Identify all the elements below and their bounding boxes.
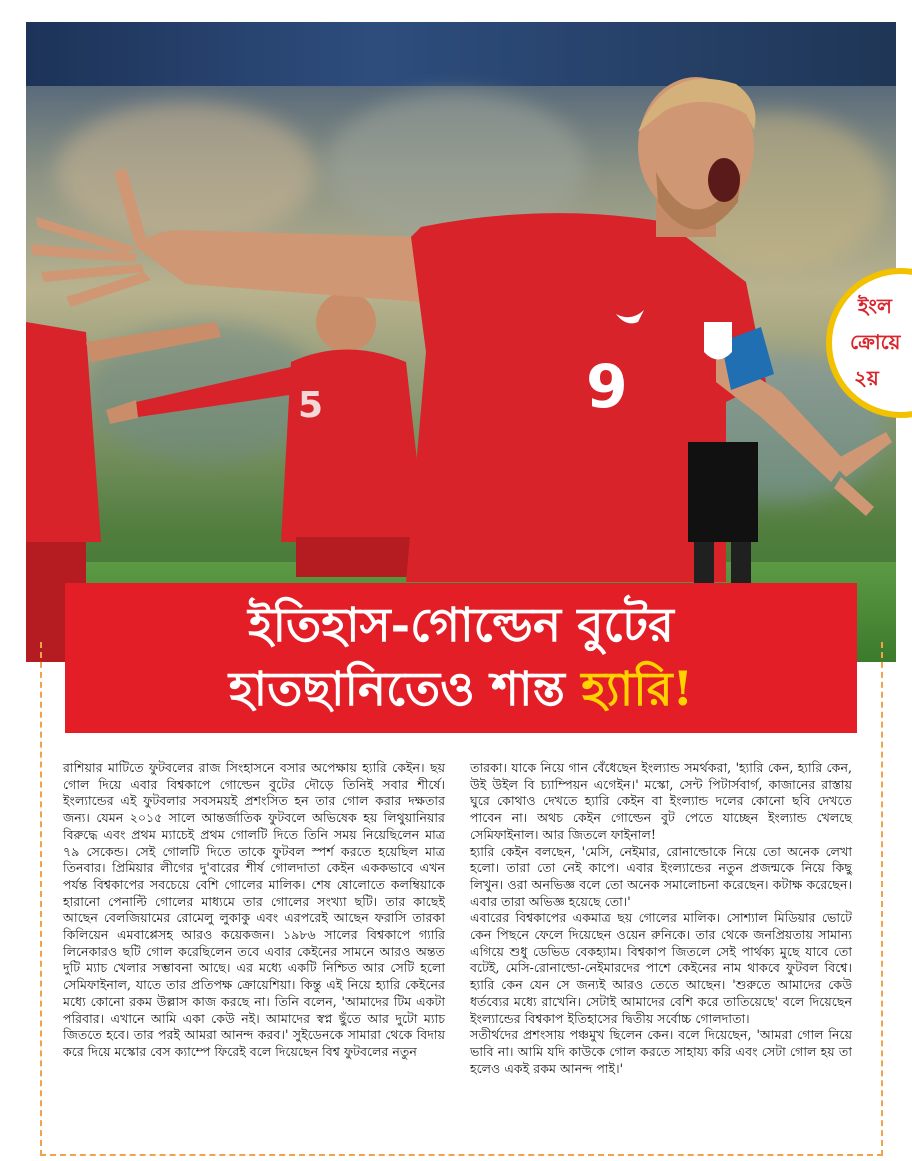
headline-line-2: [229, 658, 693, 722]
headline-accent-name: হ্যারি!: [581, 662, 694, 717]
article-paragraph: হ্যারি কেইন বলছেন, 'মেসি, নেইমার, রোনাল্ডোকে নিয়ে তো অনেক লেখা হলো। তারা তো নেই কাপে। এবার ইংল্যান্ডের নতুন প্রজন্মকে নিয়ে কিছু লিখুন। ওরা অনভিজ্ঞ বলে তো অনেক সমালোচনা করেছেন। কটাক্ষ করেছেন। এবার তারা অভিজ্ঞ হয়েছে তো।': [470, 843, 852, 909]
main-player-figure: [31, 77, 892, 582]
article-paragraph: সতীর্থদের প্রশংসায় পঞ্চমুখ ছিলেন কেন। বলে দিয়েছেন, 'আমরা গোল নিয়ে ভাবি না। আমি যদি কাউকে গোল করতে সাহায্য করি এবং সেটা গোল হয় তা হলেও একই রকম আনন্দ পাই।': [470, 1027, 852, 1076]
jersey-number: 9: [586, 352, 628, 422]
teaser-line: ক্রোয়ে: [850, 330, 901, 354]
article-paragraph: এবারের বিশ্বকাপের একমাত্র ছয় গোলের মালিক। সোশ্যাল মিডিয়ার ভোটে কেন পিছনে ফেলে দিয়েছেন ওয়েন রুনিকে। তার থেকে জনপ্রিয়তায় সামান্য এগিয়ে শুধু ডেভিড বেকহ্যাম। বিশ্বকাপ জিতলে সেই পার্থক্য মুছে যাবে তো বটেই, মেসি-রোনাল্ডো-নেইমারদের পাশে কেইনের নাম থাকবে ফুটবল বিশ্বে। হ্যারি কেন যেন সে জন্যই আরও তেতে আছেন। 'শুরুতে আমাদের কেউ ধর্তব্যের মধ্যে রাখেনি। সেটাই আমাদের বেশি করে তাতিয়েছে' বলে দিয়েছেন ইংল্যান্ডের বিশ্বকাপ ইতিহাসের দ্বিতীয় সর্বোচ্চ গোলদাতা।: [470, 910, 852, 1026]
hero-photo: [26, 22, 896, 662]
teaser-line: ইংল: [858, 294, 892, 318]
article-column-left: [63, 760, 445, 1061]
article-paragraph: রাশিয়ার মাটিতে ফুটবলের রাজ সিংহাসনে বসার অপেক্ষায় হ্যারি কেইন। ছয় গোল দিয়ে এবার বিশ্বকাপে গোল্ডেন বুটের দৌড়ে তিনিই সবার শীর্ষে। ইংল্যান্ডের এই ফুটবলার সবসময়ই প্রশংসিত হন তার গোল করার দক্ষতার জন্য। যেমন ২০১৫ সালে আন্তর্জাতিক ফুটবলে অভিষেক হয় লিথুয়ানিয়ার বিরুদ্ধে এবং প্রথম ম্যাচেই প্রথম গোলটি দিতে তিনি সময় নিয়েছিলেন মাত্র ৭৯ সেকেন্ড। সেই গোলটি দিতে তাকে ফুটবল স্পর্শ করতে হয়েছিল মাত্র তিনবার। প্রিমিয়ার লীগের দু'বারের শীর্ষ গোলদাতা কেইন এককভাবে এখন পর্যন্ত বিশ্বকাপের সবচেয়ে বেশি গোলের মালিক। শেষ ষোলোতে কলম্বিয়াকে হারানো পেনাল্টি গোলের মাধ্যমে তার গোলের সংখ্যা ছটি। তার কাছেই আছেন বেলজিয়ামের রোমেলু লুকাকু এবং এরপরেই আছেন ফরাসি তারকা কিলিয়েন এমবাপ্পেসহ আরও কয়েকজন। ১৯৮৬ সালের বিশ্বকাপে গ্যারি লিনেকারও ছটি গোল করেছিলেন তবে এবার কেইনের সামনে আরও অন্তত দুটি ম্যাচ খেলার সম্ভাবনা আছে। এর মধ্যে একটি নিশ্চিত আর সেটি হলো সেমিফাইনাল, যাতে তার প্রতিপক্ষ ক্রোয়েশিয়া। কিন্তু এই নিয়ে হ্যারি কেইনের মধ্যে কোনো রকম উল্লাস কাজ করছে না। তিনি বলেন, 'আমাদের টিম একটা পরিবার। এখানে আমি একা কেউ নই। আমাদের স্বপ্ন ছুঁতে আর দুটো ম্যাচ জিততে হবে। তার পরই আমরা আনন্দ করব।' সুইডেনকে সামারা থেকে বিদায় করে দিয়ে মস্কোর বেস ক্যাম্পে ফিরেই বলে দিয়েছেন বিশ্ব ফুটবলের নতুন: [63, 760, 445, 1059]
headline-line-2-main: হাতছানিতেও শান্ত: [228, 662, 582, 717]
player-illustration: [26, 22, 896, 662]
article-paragraph: তারকা। যাকে নিয়ে গান বেঁধেছেন ইংল্যান্ড সমর্থকরা, 'হ্যারি কেন, হ্যারি কেন, উই উইল বি চ্যাম্পিয়ন এগেইন।' মস্কো, সেন্ট পিটার্সবার্গ, কাজানের রাস্তায় ঘুরে কোথাও দেখতে হ্যারি কেইন বা ইংল্যান্ড দলের কোনো ছবি দেখতে পাবেন না। অথচ কেইন গোল্ডেন বুট পেতে যাচ্ছেন ইংল্যান্ড খেলছে সেমিফাইনাল। আর জিতলে ফাইনাল!: [470, 760, 852, 842]
headline-line-1: ইতিহাস-গোল্ডেন বুটের: [248, 598, 674, 653]
teammate-jersey-number: 5: [298, 385, 324, 426]
headline-box: [65, 583, 857, 733]
teaser-line: ২য়: [854, 366, 879, 390]
article-column-right: [470, 760, 852, 1077]
